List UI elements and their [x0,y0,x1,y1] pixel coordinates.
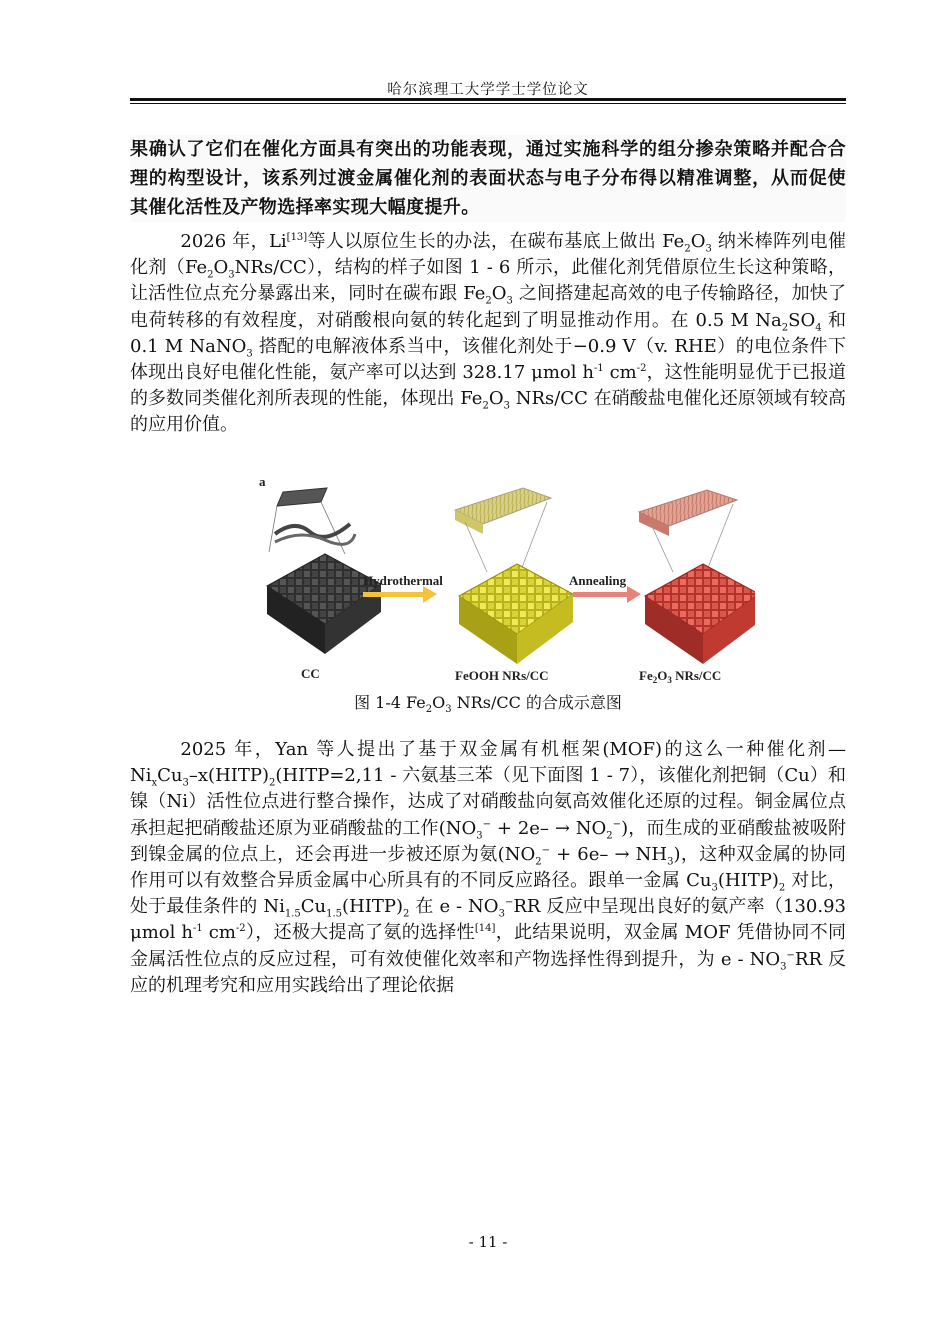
fe2o3-label: $Fe_2O_3$ NRs/CC [639,668,722,685]
paragraph-2: 2026 年，Li[13]等人以原位生长的办法，在碳布基底上做出 $Fe_2O_3$ 纳米棒阵列电催化剂$(Fe_2O_3NRs/CC)$，结构的样子如图 1 - 6 所示，此催化剂凭借原位生长这种策略，让活性位点充分暴露出来，同时在碳布跟 $Fe_2O_3$ 之间搭建起高效的电子传输路径，加快了电荷转移的有效程度，对硝酸根向氨的转化起到了明显推动作用。在 0.5 M $Na_2SO_4$ 和 0.1 M NaNO$_3$ 搭配的电解液体系当中，该催化剂处于−0.9 V（v. RHE）的电位条件下体现出良好电催化性能，氨产率可以达到 328.17 μmol $h^{-1}$ $cm^{-2}$，这性能明显优于已报道的多数同类催化剂所表现的性能，体现出 $Fe_2O_3$ NRs/CC 在硝酸盐电催化还原领域有较高的应用价值。 [130,231,847,436]
paragraph-1: 果确认了它们在催化方面具有突出的功能表现，通过实施科学的组分掺杂策略并配合合理的构型设计，该系列过渡金属催化剂的表面状态与电子分布得以精准调整，从而促使其催化活性及产物选择率实现大幅度提升。 [130,135,846,222]
carbon-cloth-weave [267,554,381,654]
feooh-nanorod-inset [455,488,551,572]
fe2o3-nanorod-inset [639,490,737,572]
schematic-svg [255,474,755,692]
feooh-weave [459,564,573,664]
cc-label: CC [301,666,320,681]
panel-label: a [259,474,266,489]
figure-caption: 图 1-4 $Fe_2O_3$ NRs/CC 的合成示意图 [354,693,622,716]
header-rule-thin [130,103,846,104]
paragraph-3: 2025 年，Yan 等人提出了基于双金属有机框架(MOF)的这么一种催化剂$—Ni_xCu_3-x(HITP)_2(HITP=2,11$ - 六氨基三苯（见下面图 1 - 7），该催化剂把铜（Cu）和镍（Ni）活性位点进行整合操作，达成了对硝酸盐向氨高效催化还原的过程。铜金属位点承担起把硝酸盐还原为亚硝酸盐的工作$(NO_3^- + 2e- \to NO_2^-)$，而生成的亚硝酸盐被吸附到镍金属的位点上，还会再进一步被还原为氨$(NO_2^- + 6e- \to NH_3)$，这种双金属的协同作用可以有效整合异质金属中心所具有的不同反应路径。跟单一金属 $Cu_3(HITP)_2$ 对比，处于最佳条件的 $Ni_{1.5}Cu_{1.5}(HITP)_2$ 在 e - $NO_3^-RR$ 反应中呈现出良好的氨产率（130.93 μmol $h^{-1}$ $cm^{-2}$），还极大提高了氨的选择性[14]，此结果说明，双金属 MOF 凭借协同不同金属活性位点的反应过程，可有效使催化效率和产物选择性得到提升，为 e - $NO_3^-RR$ 反应的机理考究和应用实践给出了理论依据 [130,739,846,996]
synthesis-schematic-figure [255,474,755,692]
page-number: - 11 - [468,1233,508,1251]
header-rule-thick [130,98,846,101]
annealing-arrow [573,586,641,603]
cc-zoom-inset [269,488,355,554]
annealing-label: Annealing [569,573,627,588]
running-header: 哈尔滨理工大学学士学位论文 [387,82,589,98]
feooh-label: FeOOH NRs/CC [455,668,549,683]
hydrothermal-label: Hydrothermal [363,573,443,588]
fe2o3-weave [645,564,755,664]
